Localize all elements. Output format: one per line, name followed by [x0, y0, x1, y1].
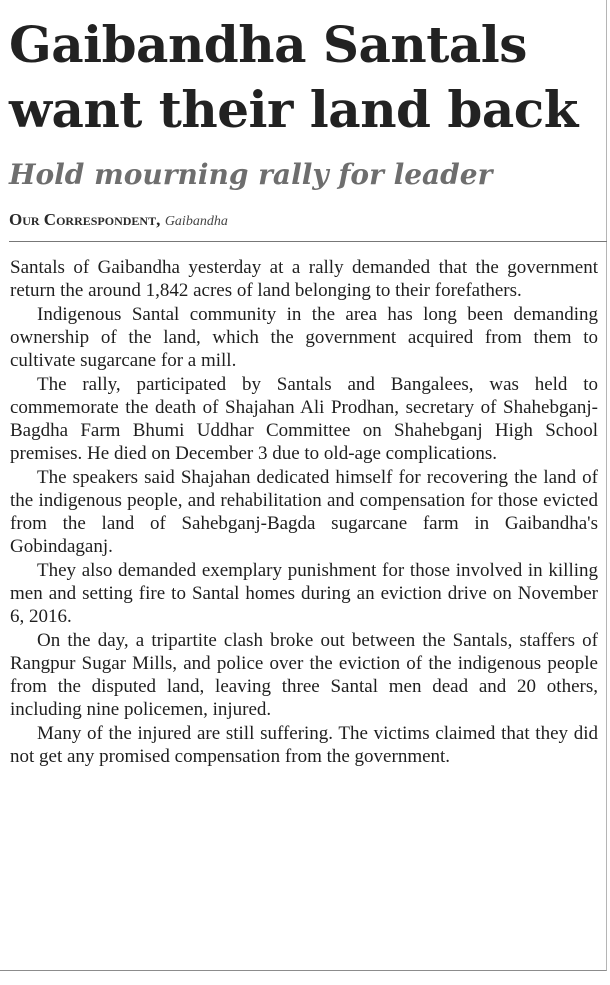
byline-location: Gaibandha: [164, 214, 228, 229]
byline-rule: [9, 241, 607, 242]
paragraph-5: They also demanded exemplary punishment for those involved in killing men and setting fire to Santal homes during an eviction drive on November 6, 2016.: [10, 560, 598, 627]
byline-author: Our Correspondent: [9, 210, 157, 229]
paragraph-4: The speakers said Shajahan dedicated himself for recovering the land of the indigenous people, and rehabilitation and compensation for those evicted from the land of Sahebganj-Bagda sugarcane farm in Gaibandha's Gobindaganj.: [10, 467, 598, 557]
article-body: [10, 256, 598, 769]
paragraph-1: Santals of Gaibandha yesterday at a rally demanded that the government return the around 1,842 acres of land belonging to their forefathers.: [10, 257, 598, 301]
headline: Gaibandha Santals want their land back: [9, 15, 578, 139]
byline-separator: ,: [156, 210, 161, 229]
subheadline: Hold mourning rally for leader: [9, 158, 493, 191]
byline: [9, 211, 228, 231]
paragraph-7: Many of the injured are still suffering. The victims claimed that they did not get any promised compensation from the government.: [10, 723, 598, 767]
paragraph-6: On the day, a tripartite clash broke out between the Santals, staffers of Rangpur Sugar Mills, and police over the eviction of the indigenous people from the disputed land, leaving three Santal men dead and 20 others, including nine policemen, injured.: [10, 630, 598, 720]
paragraph-3: The rally, participated by Santals and Bangalees, was held to commemorate the death of Shajahan Ali Prodhan, secretary of Shahebganj-Bagdha Farm Bhumi Uddhar Committee on Shahebganj High School premises. He died on December 3 due to old-age complications.: [10, 374, 598, 464]
paragraph-2: Indigenous Santal community in the area has long been demanding ownership of the land, which the government acquired from them to cultivate sugarcane for a mill.: [10, 304, 598, 371]
